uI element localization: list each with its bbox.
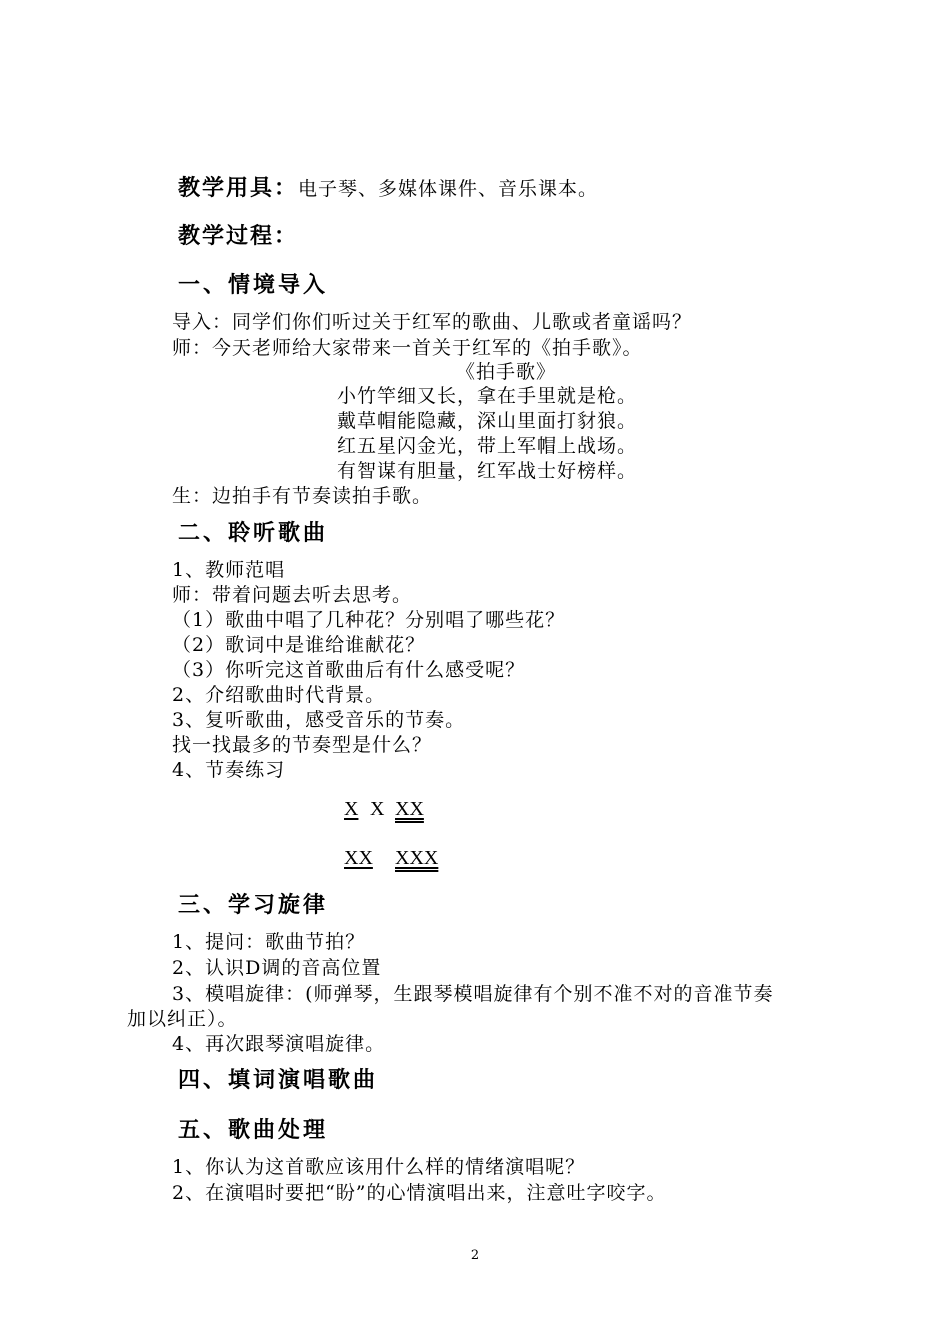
poem-line: 红五星闪金光，带上军帽上战场。 — [337, 435, 638, 457]
section5-line: 2、在演唱时要把“盼”的心情演唱出来，注意吐字咬字。 — [172, 1182, 667, 1204]
section2-line: （1）歌曲中唱了几种花？分别唱了哪些花？ — [172, 609, 566, 631]
poem-title: 《拍手歌》 — [456, 361, 557, 383]
rhythm-note: X — [344, 798, 359, 820]
section2-line: （3）你听完这首歌曲后有什么感受呢？ — [172, 659, 526, 681]
section2-line: 4、节奏练习 — [172, 759, 286, 781]
section5-heading: 五、歌曲处理 — [178, 1118, 329, 1143]
section3-line: 4、再次跟琴演唱旋律。 — [172, 1033, 386, 1055]
section5-line: 1、你认为这首歌应该用什么样的情绪演唱呢？ — [172, 1156, 586, 1178]
section4-heading: 四、填词演唱歌曲 — [178, 1068, 379, 1093]
teaching-process-label: 教学过程： — [178, 224, 299, 249]
section2-heading: 二、聆听歌曲 — [178, 521, 329, 546]
section2-line: 3、复听歌曲，感受音乐的节奏。 — [172, 709, 466, 731]
section2-line: 师：带着问题去听去思考。 — [172, 584, 413, 606]
teaching-tools-label: 教学用具： — [178, 176, 299, 201]
section3-line: 1、提问：歌曲节拍？ — [172, 931, 366, 953]
poem-line: 戴草帽能隐藏，深山里面打豺狼。 — [337, 410, 638, 432]
section3-heading: 三、学习旋律 — [178, 893, 329, 918]
section1-line-intro: 导入：同学们你们听过关于红军的歌曲、儿歌或者童谣吗？ — [172, 311, 693, 333]
section3-line: 加以纠正）。 — [127, 1008, 238, 1030]
section3-line: 2、认识D调的音高位置 — [172, 957, 382, 979]
section3-line: 3、模唱旋律：(师弹琴，生跟琴模唱旋律有个别不准不对的音准节奏 — [172, 983, 774, 1005]
section2-line: 2、介绍歌曲时代背景。 — [172, 684, 386, 706]
teaching-tools-text: 电子琴、多媒体课件、音乐课本。 — [298, 178, 599, 200]
rhythm-note: XX — [344, 847, 373, 869]
section1-heading: 一、情境导入 — [178, 273, 329, 298]
section1-closing: 生：边拍手有节奏读拍手歌。 — [172, 485, 433, 507]
rhythm-note: X — [370, 798, 385, 820]
page-number: 2 — [470, 1248, 480, 1263]
rhythm-note: XX — [395, 798, 424, 820]
section2-line: （2）歌词中是谁给谁献花？ — [172, 634, 426, 656]
rhythm-note: XXX — [395, 847, 439, 869]
teaching-tools-line — [178, 174, 598, 204]
section1-line-teacher: 师：今天老师给大家带来一首关于红军的《拍手歌》。 — [172, 337, 643, 359]
poem-line: 小竹竿细又长，拿在手里就是枪。 — [337, 385, 638, 407]
poem-line: 有智谋有胆量，红军战士好榜样。 — [337, 460, 638, 482]
section2-line: 1、教师范唱 — [172, 559, 286, 581]
section2-line: 找一找最多的节奏型是什么？ — [172, 734, 433, 756]
